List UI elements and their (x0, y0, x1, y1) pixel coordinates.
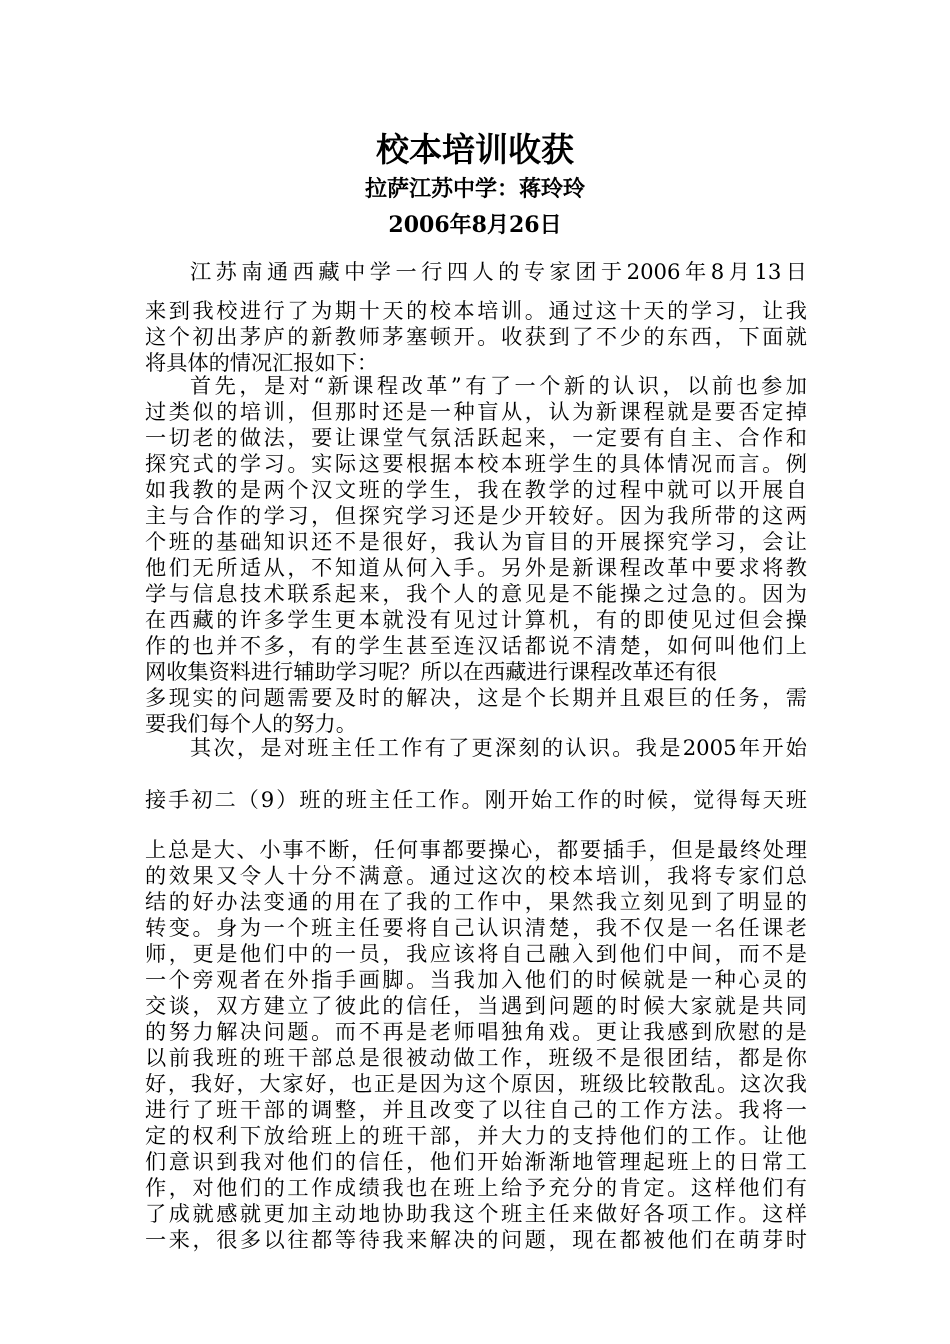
paragraph-line: 其次，是对班主任工作有了更深刻的认识。我是2005年开始 (190, 735, 807, 760)
paragraph-line: 作，对他们的工作成绩我也在班上给予充分的肯定。这样他们有 (145, 1175, 807, 1200)
paragraph-line: 将具体的情况汇报如下： (145, 350, 379, 375)
paragraph-line: 这个初出茅庐的新教师茅塞顿开。收获到了不少的东西，下面就 (145, 324, 807, 349)
date-line: 2006年8月26日 (388, 212, 562, 238)
paragraph-line: 在西藏的许多学生更本就没有见过计算机，有的即使见过但会操 (145, 607, 807, 632)
paragraph-line: 作的也并不多，有的学生甚至连汉话都说不清楚，如何叫他们上 (145, 633, 807, 658)
paragraph-line: 探究式的学习。实际这要根据本校本班学生的具体情况而言。例 (145, 451, 807, 476)
paragraph-line: 一个旁观者在外指手画脚。当我加入他们的时候就是一种心灵的 (145, 967, 807, 992)
paragraph-line: 要我们每个人的努力。 (145, 711, 357, 736)
paragraph-line: 交谈，双方建立了彼此的信任，当遇到问题的时候大家就是共同 (145, 993, 807, 1018)
paragraph-line: 的效果又令人十分不满意。通过这次的校本培训，我将专家们总 (145, 863, 807, 888)
paragraph-line: 他们无所适从，不知道从何入手。另外是新课程改革中要求将教 (145, 555, 807, 580)
paragraph-line: 过类似的培训，但那时还是一种盲从，认为新课程就是要否定掉 (145, 399, 807, 424)
paragraph-line: 转变。身为一个班主任要将自己认识清楚，我不仅是一名任课老 (145, 915, 807, 940)
paragraph-line: 了成就感就更加主动地协助我这个班主任来做好各项工作。这样 (145, 1201, 807, 1226)
paragraph-line: 首先，是对“新课程改革”有了一个新的认识，以前也参加 (190, 373, 807, 398)
author-line: 拉萨江苏中学：蒋玲玲 (364, 176, 585, 202)
paragraph-line: 接手初二（9）班的班主任工作。刚开始工作的时候，觉得每天班 (145, 787, 807, 812)
paragraph-line: 一来，很多以往都等待我来解决的问题，现在都被他们在萌芽时 (145, 1227, 807, 1252)
paragraph-line: 网收集资料进行辅助学习呢？所以在西藏进行课程改革还有很 (145, 659, 718, 684)
paragraph-line: 的努力解决问题。而不再是老师唱独角戏。更让我感到欣慰的是 (145, 1019, 807, 1044)
paragraph-line: 们意识到我对他们的信任，他们开始渐渐地管理起班上的日常工 (145, 1149, 807, 1174)
document-title: 校本培训收获 (376, 130, 574, 169)
paragraph-line: 学与信息技术联系起来，我个人的意见是不能操之过急的。因为 (145, 581, 807, 606)
paragraph-line: 来到我校进行了为期十天的校本培训。通过这十天的学习，让我 (145, 298, 807, 323)
paragraph-line: 主与合作的学习，但探究学习还是少开较好。因为我所带的这两 (145, 503, 807, 528)
paragraph-line: 多现实的问题需要及时的解决，这是个长期并且艰巨的任务，需 (145, 685, 807, 710)
paragraph-line: 一切老的做法，要让课堂气氛活跃起来，一定要有自主、合作和 (145, 425, 807, 450)
paragraph-line: 以前我班的班干部总是很被动做工作，班级不是很团结，都是你 (145, 1045, 807, 1070)
paragraph-line: 上总是大、小事不断，任何事都要操心，都要插手，但是最终处理 (145, 837, 807, 862)
paragraph-line: 个班的基础知识还不是很好，我认为盲目的开展探究学习，会让 (145, 529, 807, 554)
paragraph-line: 如我教的是两个汉文班的学生，我在教学的过程中就可以开展自 (145, 477, 807, 502)
paragraph-line: 师，更是他们中的一员，我应该将自己融入到他们中间，而不是 (145, 941, 807, 966)
paragraph-line: 好，我好，大家好，也正是因为这个原因，班级比较散乱。这次我 (145, 1071, 807, 1096)
paragraph-line: 结的好办法变通的用在了我的工作中，果然我立刻见到了明显的 (145, 889, 807, 914)
paragraph-line: 定的权利下放给班上的班干部，并大力的支持他们的工作。让他 (145, 1123, 807, 1148)
paragraph-line: 江苏南通西藏中学一行四人的专家团于2006年8月13日 (190, 259, 807, 284)
paragraph-line: 进行了班干部的调整，并且改变了以往自己的工作方法。我将一 (145, 1097, 807, 1122)
